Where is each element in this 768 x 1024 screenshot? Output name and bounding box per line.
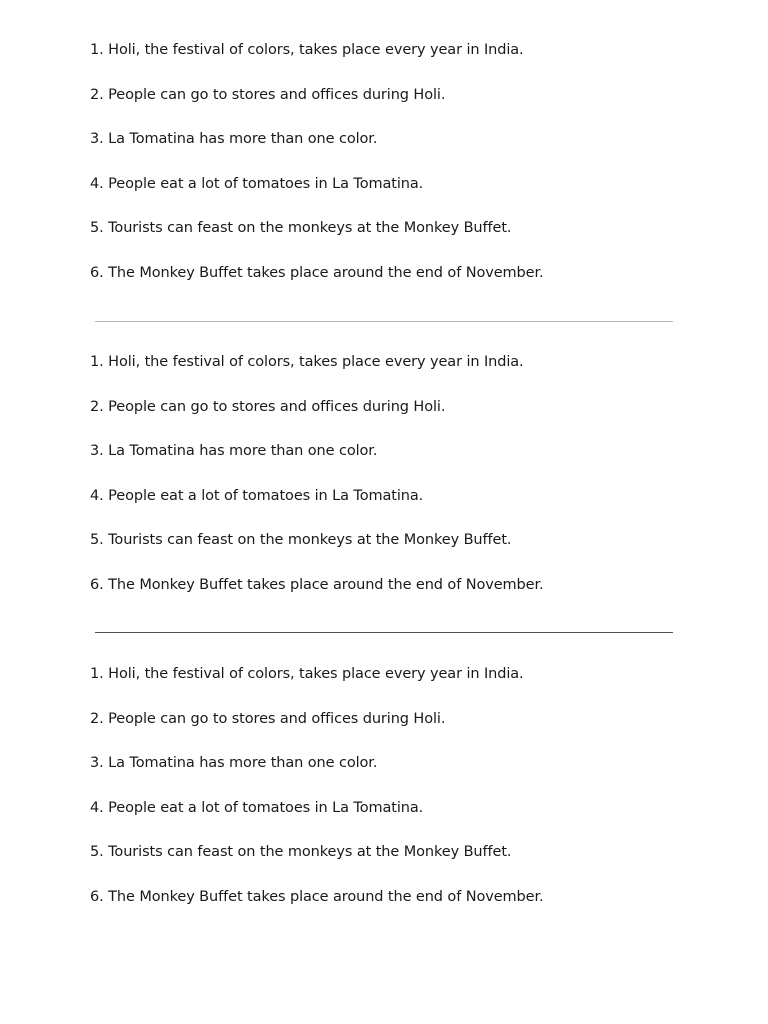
statement-3: 3. La Tomatina has more than one color. [90,131,378,148]
statement-2: 2. People can go to stores and offices during Holi. [90,710,446,727]
section-divider-1 [95,321,673,322]
statement-6: 6. The Monkey Buffet takes place around the end of November. [90,888,544,905]
statement-1: 1. Holi, the festival of colors, takes place every year in India. [90,666,524,682]
statement-4: 4. People eat a lot of tomatoes in La Tomatina. [90,175,424,192]
statement-4: 4. People eat a lot of tomatoes in La Tomatina. [90,799,424,816]
statement-1: 1. Holi, the festival of colors, takes place every year in India. [90,42,524,58]
statement-set-1 [90,39,690,307]
statement-1: 1. Holi, the festival of colors, takes place every year in India. [90,354,524,370]
statement-4: 4. People eat a lot of tomatoes in La Tomatina. [90,487,424,504]
statement-5: 5. Tourists can feast on the monkeys at the Monkey Buffet. [90,844,512,861]
statement-2: 2. People can go to stores and offices during Holi. [90,86,446,103]
statement-2: 2. People can go to stores and offices during Holi. [90,398,446,415]
statement-6: 6. The Monkey Buffet takes place around the end of November. [90,576,544,593]
statement-5: 5. Tourists can feast on the monkeys at the Monkey Buffet. [90,532,512,549]
statement-set-3 [90,663,690,931]
statement-3: 3. La Tomatina has more than one color. [90,755,378,772]
statement-3: 3. La Tomatina has more than one color. [90,443,378,460]
statement-set-2 [90,351,690,619]
statement-5: 5. Tourists can feast on the monkeys at the Monkey Buffet. [90,220,512,237]
statement-6: 6. The Monkey Buffet takes place around the end of November. [90,264,544,281]
section-divider-2 [95,632,673,633]
